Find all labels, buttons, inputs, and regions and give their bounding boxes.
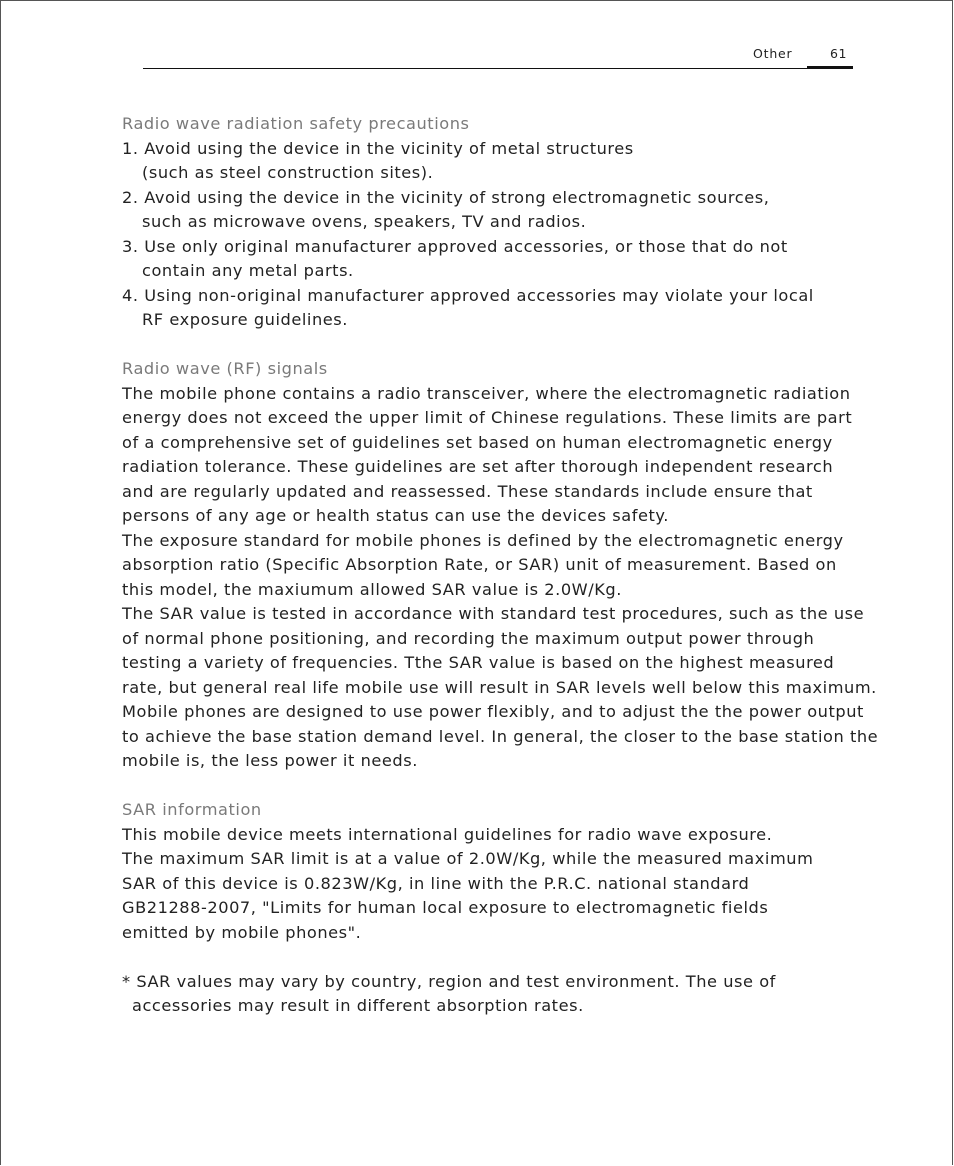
rf-line: testing a variety of frequencies. Tthe SAR value is based on the highest measured bbox=[122, 653, 835, 672]
spacer bbox=[122, 333, 882, 358]
precaution-item-2-cont: such as microwave ovens, speakers, TV and radios. bbox=[142, 212, 587, 231]
page-number: 61 bbox=[830, 46, 847, 61]
spacer bbox=[122, 945, 882, 970]
rf-line: of normal phone positioning, and recording the maximum output power through bbox=[122, 628, 815, 648]
precaution-item-1-cont: (such as steel construction sites). bbox=[142, 163, 434, 182]
header-accent-bar bbox=[807, 66, 853, 69]
rf-line: and are regularly updated and reassessed. These standards include ensure that bbox=[122, 481, 813, 501]
sar-line: SAR of this device is 0.823W/Kg, in line with the P.R.C. national standard bbox=[122, 873, 750, 893]
sar-heading: SAR information bbox=[122, 800, 262, 819]
rf-line: The exposure standard for mobile phones is defined by the electromagnetic energy bbox=[122, 530, 844, 550]
rf-line: mobile is, the less power it needs. bbox=[122, 751, 418, 770]
precautions-heading: Radio wave radiation safety precautions bbox=[122, 114, 470, 133]
precaution-item-3: 3. Use only original manufacturer approved accessories, or those that do not bbox=[122, 236, 788, 256]
sar-line: GB21288-2007, "Limits for human local exposure to electromagnetic fields bbox=[122, 898, 769, 917]
precaution-item-3-cont: contain any metal parts. bbox=[142, 261, 354, 280]
precaution-item-2: 2. Avoid using the device in the vicinity of strong electromagnetic sources, bbox=[122, 187, 770, 207]
rf-line: this model, the maxiumum allowed SAR value is 2.0W/Kg. bbox=[122, 579, 622, 599]
note-line-cont: accessories may result in different absorption rates. bbox=[132, 996, 584, 1015]
sar-line: The maximum SAR limit is at a value of 2.0W/Kg, while the measured maximum bbox=[122, 849, 814, 868]
rf-line: Mobile phones are designed to use power flexibly, and to adjust the the power output bbox=[122, 702, 864, 721]
page-body bbox=[122, 112, 882, 1019]
rf-line: absorption ratio (Specific Absorption Rate, or SAR) unit of measurement. Based on bbox=[122, 555, 837, 574]
rf-line: The mobile phone contains a radio transceiver, where the electromagnetic radiation bbox=[122, 383, 851, 403]
precaution-item-4: 4. Using non-original manufacturer approved accessories may violate your local bbox=[122, 285, 814, 305]
rf-line: radiation tolerance. These guidelines are set after thorough independent research bbox=[122, 457, 834, 476]
rf-line: rate, but general real life mobile use will result in SAR levels well below this maximum. bbox=[122, 677, 877, 697]
spacer bbox=[122, 774, 882, 799]
sar-line: emitted by mobile phones". bbox=[122, 922, 362, 942]
note-line: * SAR values may vary by country, region and test environment. The use of bbox=[122, 971, 776, 991]
sar-line: This mobile device meets international guidelines for radio wave exposure. bbox=[122, 824, 773, 844]
rf-line: persons of any age or health status can use the devices safety. bbox=[122, 506, 669, 525]
precaution-item-1: 1. Avoid using the device in the vicinity of metal structures bbox=[122, 138, 634, 158]
rf-heading: Radio wave (RF) signals bbox=[122, 359, 328, 378]
section-label: Other bbox=[753, 46, 793, 61]
rf-line: The SAR value is tested in accordance with standard test procedures, such as the use bbox=[122, 604, 865, 623]
precaution-item-4-cont: RF exposure guidelines. bbox=[142, 310, 348, 329]
rf-line: of a comprehensive set of guidelines set based on human electromagnetic energy bbox=[122, 432, 833, 452]
rf-line: to achieve the base station demand level. In general, the closer to the base station the bbox=[122, 726, 879, 746]
header-rule bbox=[143, 68, 853, 69]
rf-line: energy does not exceed the upper limit of Chinese regulations. These limits are part bbox=[122, 408, 853, 427]
